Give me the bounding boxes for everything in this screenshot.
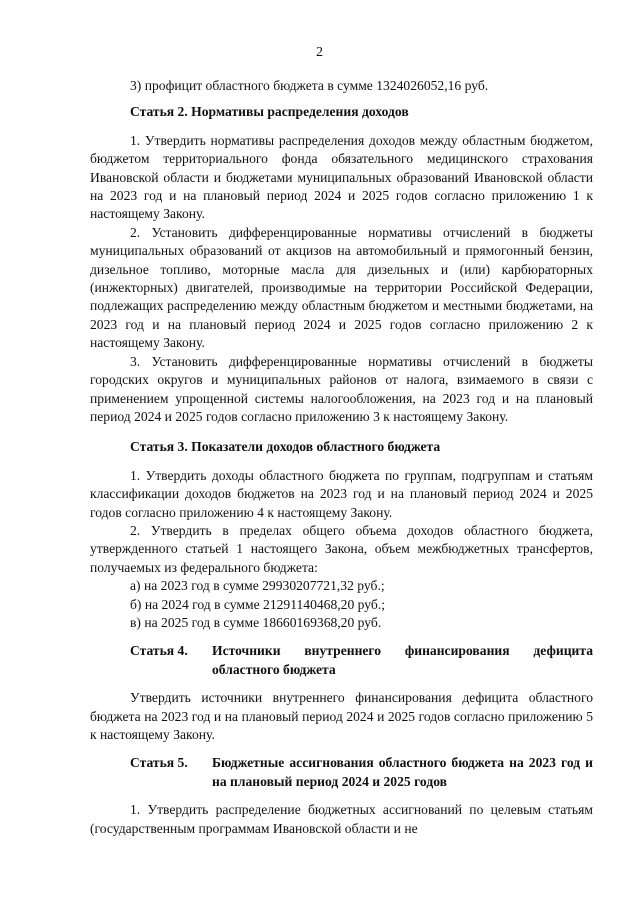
article-4-label: Статья 4. [130, 643, 188, 659]
list-item: в) на 2025 год в сумме 18660169368,20 руб. [130, 614, 382, 630]
article-3-paragraph-1: 1. Утвердить доходы областного бюджета по группам, подгруппам и статьям классификации доходов бюджетов на 2023 год и на плановый период 2024 и 2025 годов согласно приложению 4 к настоящему Закону. [90, 467, 593, 520]
article-2-paragraph-2: 2. Установить дифференцированные нормативы отчислений в бюджеты муниципальных образований от акцизов на автомобильный и прямогонный бензин, дизельное топливо, моторные масла для дизельных и (или) карбюраторных (инжекторных) двигателей, производимые на территории Российской Федерации, подлежащих распределению между областным бюджетом и местными бюджетами, на 2023 год и на плановый период 2024 и 2025 годов согласно приложению 2 к настоящему Закону. [90, 224, 593, 351]
article-3-paragraph-2: 2. Утвердить в пределах общего объема доходов областного бюджета, утвержденного статьей 1 настоящего Закона, объем межбюджетных трансфертов, получаемых из федерального бюджета: [90, 522, 593, 575]
article-4-title: Источники внутреннего финансирования дефицита областного бюджета [212, 643, 593, 677]
article-4-heading [90, 642, 593, 679]
article-3-heading: Статья 3. Показатели доходов областного бюджета [130, 439, 441, 455]
article-5-heading [90, 754, 593, 791]
article-5-label: Статья 5. [130, 755, 188, 771]
article-2-heading: Статья 2. Нормативы распределения доходов [130, 104, 409, 120]
article-2-paragraph-3: 3. Установить дифференцированные нормативы отчислений в бюджеты городских округов и муниципальных районов от налога, взимаемого в связи с применением упрощенной системы налогообложения, на 2023 год и на плановый период 2024 и 2025 годов согласно приложению 3 к настоящему Закону. [90, 353, 593, 424]
article-4-paragraph-1: Утвердить источники внутреннего финансирования дефицита областного бюджета на 2023 год и на плановый период 2024 и 2025 годов согласно приложению 5 к настоящему Закону. [90, 690, 593, 742]
article-5-paragraph-1: 1. Утвердить распределение бюджетных ассигнований по целевым статьям (государственным программам Ивановской области и не [90, 802, 593, 836]
list-item: б) на 2024 год в сумме 21291140468,20 руб.; [130, 596, 385, 612]
article-2-paragraph-1: 1. Утвердить нормативы распределения доходов между областным бюджетом, бюджетом территориального фонда обязательного медицинского страхования Ивановской области и бюджетами муниципальных образований Ивановской области на 2023 год и на плановый период 2024 и 2025 годов согласно приложению 1 к настоящему Закону. [90, 132, 593, 222]
document-body [90, 77, 593, 838]
page-number: 2 [316, 45, 323, 60]
list-item: а) на 2023 год в сумме 29930207721,32 руб.; [130, 578, 385, 594]
article-5-title: Бюджетные ассигнования областного бюджета на 2023 год и на плановый период 2024 и 2025 годов [212, 755, 593, 789]
profit-line: 3) профицит областного бюджета в сумме 1324026052,16 руб. [130, 78, 489, 93]
